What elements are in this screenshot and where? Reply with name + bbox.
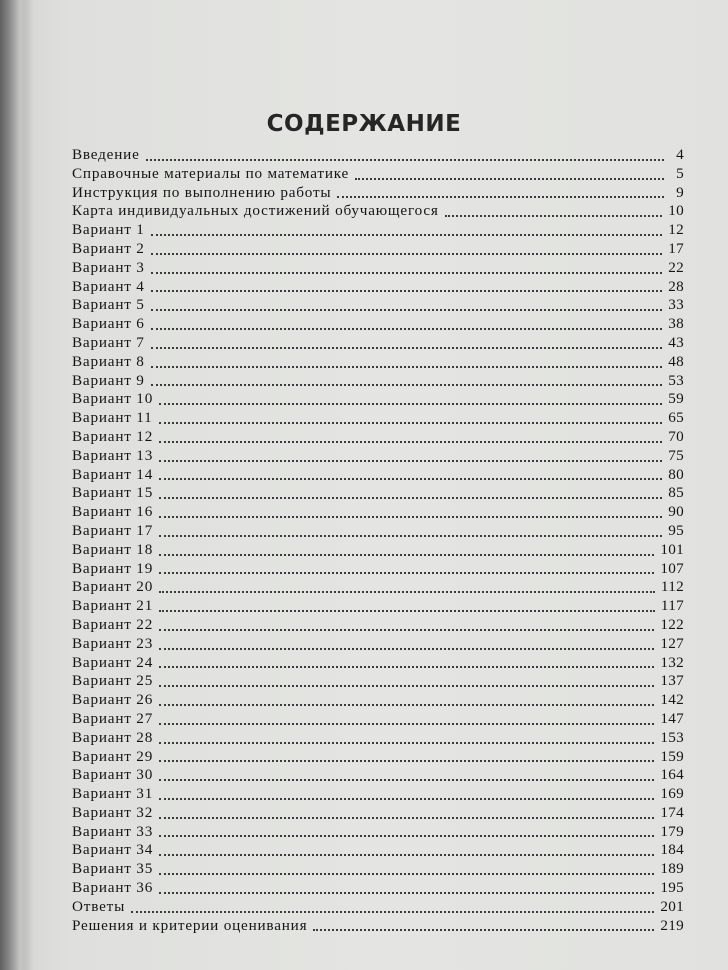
dot-leader — [159, 666, 654, 668]
dot-leader — [151, 328, 663, 330]
dot-leader — [159, 854, 654, 856]
toc-entry — [72, 635, 684, 654]
toc-entry-label: Вариант 6 — [72, 315, 145, 333]
toc-entry-label: Вариант 8 — [72, 352, 145, 370]
toc-entry — [72, 278, 684, 297]
toc-entry-label: Вариант 27 — [72, 709, 154, 727]
toc-entry-page-number: 117 — [660, 597, 684, 615]
dot-leader — [159, 779, 654, 781]
toc-entry-page-number: 4 — [676, 146, 684, 163]
page-title: СОДЕРЖАНИЕ — [266, 111, 462, 138]
toc-entry-page-number: 70 — [668, 427, 684, 445]
toc-entry-page-number: 101 — [660, 540, 684, 558]
toc-entry-label: Вариант 3 — [72, 258, 145, 276]
dot-leader — [445, 215, 662, 217]
toc-entry — [72, 879, 684, 898]
toc-entry-page-number: 90 — [668, 503, 684, 521]
toc-entry — [72, 428, 684, 447]
toc-entry-label: Ответы — [72, 897, 126, 915]
dot-leader — [151, 290, 663, 292]
toc-entry — [72, 334, 684, 353]
dot-leader — [313, 929, 654, 931]
toc-entry-label: Решения и критерии оценивания — [72, 916, 308, 934]
toc-entry — [72, 729, 684, 748]
dot-leader — [151, 366, 663, 368]
toc-entry-label: Вариант 24 — [72, 653, 154, 671]
toc-entry-label: Вариант 31 — [72, 785, 154, 803]
toc-entry-page-number: 195 — [660, 879, 684, 897]
toc-entry-page-number: 174 — [660, 803, 684, 821]
toc-entry-label: Вариант 22 — [72, 615, 154, 633]
dot-leader — [159, 591, 655, 593]
toc-entry-page-number: 10 — [668, 202, 684, 220]
toc-entry-label: Вариант 5 — [72, 296, 145, 314]
dot-leader — [159, 629, 654, 631]
toc-entry — [72, 184, 684, 203]
dot-leader — [159, 610, 655, 612]
toc-entry — [72, 353, 684, 372]
toc-entry-label: Вариант 35 — [72, 860, 154, 878]
toc-entry — [72, 296, 684, 315]
toc-entry — [72, 748, 684, 767]
toc-entry — [72, 917, 684, 936]
toc-entry-page-number: 137 — [660, 672, 684, 690]
toc-entry — [72, 372, 684, 391]
toc-entry-page-number: 219 — [660, 916, 684, 934]
toc-entry-page-number: 132 — [660, 653, 684, 671]
dot-leader — [159, 892, 654, 894]
toc-entry-page-number: 5 — [676, 164, 684, 182]
toc-entry-label: Вариант 15 — [72, 484, 154, 502]
toc-entry — [72, 522, 684, 541]
dot-leader — [159, 685, 654, 687]
toc-entry-page-number: 147 — [660, 709, 684, 727]
toc-entry-label: Вариант 20 — [72, 578, 154, 596]
toc-entry-page-number: 184 — [660, 841, 684, 859]
toc-entry — [72, 409, 684, 428]
toc-entry — [72, 710, 684, 729]
toc-entry — [72, 823, 684, 842]
dot-leader — [159, 403, 662, 405]
toc-entry — [72, 390, 684, 409]
toc-entry-label: Вариант 7 — [72, 333, 145, 351]
dot-leader — [159, 535, 662, 537]
dot-leader — [337, 196, 664, 198]
dot-leader — [151, 253, 663, 255]
toc-entry-page-number: 59 — [668, 390, 684, 408]
toc-entry-page-number: 17 — [668, 239, 684, 257]
toc-entry-page-number: 107 — [660, 559, 684, 577]
toc-entry — [72, 691, 684, 710]
toc-entry-page-number: 65 — [668, 409, 684, 427]
book-binding-shadow — [0, 0, 28, 970]
dot-leader — [151, 347, 663, 349]
toc-entry — [72, 616, 684, 635]
toc-entry-label: Справочные материалы по математике — [72, 164, 350, 182]
dot-leader — [355, 178, 664, 180]
toc-entry-label: Вариант 34 — [72, 841, 154, 859]
toc-entry-page-number: 153 — [660, 728, 684, 746]
toc-entry-page-number: 189 — [660, 860, 684, 878]
toc-entry-label: Инструкция по выполнению работы — [72, 183, 332, 201]
toc-entry — [72, 898, 684, 917]
toc-entry-page-number: 127 — [660, 634, 684, 652]
toc-entry — [72, 447, 684, 466]
dot-leader — [151, 272, 663, 274]
toc-entry-label: Вариант 30 — [72, 766, 154, 784]
toc-entry-label: Вариант 2 — [72, 239, 145, 257]
toc-entry-label: Вариант 1 — [72, 221, 145, 239]
toc-entry-page-number: 112 — [660, 578, 684, 596]
toc-entry-page-number: 179 — [660, 822, 684, 840]
toc-entry — [72, 315, 684, 334]
toc-entry — [72, 484, 684, 503]
dot-leader — [159, 422, 663, 424]
dot-leader — [159, 572, 654, 574]
dot-leader — [151, 234, 663, 236]
toc-entry-page-number: 28 — [668, 277, 684, 295]
dot-leader — [159, 817, 654, 819]
toc-entry-label: Вариант 11 — [72, 409, 153, 427]
dot-leader — [159, 742, 654, 744]
dot-leader — [159, 873, 654, 875]
toc-entry-page-number: 33 — [668, 296, 684, 314]
toc-entry-label: Вариант 19 — [72, 559, 154, 577]
toc-entry-label: Вариант 32 — [72, 803, 154, 821]
toc-entry-page-number: 38 — [668, 315, 684, 333]
toc-entry-label: Вариант 4 — [72, 277, 145, 295]
dot-leader — [159, 704, 654, 706]
dot-leader — [159, 798, 654, 800]
toc-entry-page-number: 22 — [668, 258, 684, 276]
toc-entry-page-number: 53 — [668, 371, 684, 389]
toc-entry-page-number: 122 — [660, 615, 684, 633]
dot-leader — [159, 723, 654, 725]
toc-entry-label: Вариант 12 — [72, 427, 154, 445]
toc-entry — [72, 597, 684, 616]
toc-entry — [72, 860, 684, 879]
toc-entry — [72, 240, 684, 259]
toc-entry-label: Вариант 23 — [72, 634, 154, 652]
dot-leader — [131, 911, 654, 913]
toc-entry-label: Карта индивидуальных достижений обучающегося — [72, 202, 439, 220]
dot-leader — [146, 159, 664, 161]
toc-entry — [72, 146, 684, 165]
dot-leader — [159, 554, 654, 556]
toc-entry-label: Вариант 18 — [72, 540, 154, 558]
toc-entry-label: Вариант 13 — [72, 446, 154, 464]
toc-entry-page-number: 9 — [676, 183, 684, 201]
toc-entry-label: Вариант 29 — [72, 747, 154, 765]
toc-entry-label: Вариант 9 — [72, 371, 145, 389]
toc-entry-page-number: 85 — [668, 484, 684, 502]
dot-leader — [159, 516, 662, 518]
toc-entry — [72, 259, 684, 278]
toc-entry-label: Вариант 14 — [72, 465, 154, 483]
toc-entry-label: Вариант 21 — [72, 597, 154, 615]
toc-entry — [72, 503, 684, 522]
dot-leader — [159, 760, 654, 762]
toc-entry-label: Вариант 10 — [72, 390, 154, 408]
toc-entry-page-number: 75 — [668, 446, 684, 464]
dot-leader — [159, 460, 662, 462]
dot-leader — [159, 497, 662, 499]
toc-entry-label: Вариант 36 — [72, 879, 154, 897]
toc-entry — [72, 466, 684, 485]
dot-leader — [159, 835, 654, 837]
toc-entry-label: Вариант 16 — [72, 503, 154, 521]
toc-entry-label: Вариант 26 — [72, 691, 154, 709]
toc-entry-page-number: 95 — [668, 521, 684, 539]
toc-entry — [72, 804, 684, 823]
toc-entry-page-number: 142 — [660, 691, 684, 709]
toc-entry-label: Вариант 28 — [72, 728, 154, 746]
toc-entry — [72, 654, 684, 673]
dot-leader — [159, 648, 654, 650]
toc-entry-page-number: 43 — [668, 333, 684, 351]
dot-leader — [151, 384, 663, 386]
toc-entry — [72, 165, 684, 184]
toc-entry — [72, 202, 684, 221]
dot-leader — [151, 309, 663, 311]
dot-leader — [159, 441, 662, 443]
toc-entry-page-number: 201 — [660, 897, 684, 915]
toc-entry-label: Вариант 25 — [72, 672, 154, 690]
toc-entry — [72, 766, 684, 785]
toc-entry-page-number: 159 — [660, 747, 684, 765]
toc-entry-label: Введение — [72, 146, 140, 163]
toc-entry — [72, 560, 684, 579]
toc-entry-page-number: 12 — [668, 221, 684, 239]
toc-entry-page-number: 48 — [668, 352, 684, 370]
table-of-contents — [72, 146, 684, 935]
toc-entry — [72, 541, 684, 560]
toc-entry — [72, 785, 684, 804]
toc-entry-label: Вариант 17 — [72, 521, 154, 539]
toc-entry-label: Вариант 33 — [72, 822, 154, 840]
toc-entry — [72, 221, 684, 240]
toc-entry — [72, 578, 684, 597]
toc-entry-page-number: 80 — [668, 465, 684, 483]
toc-entry-page-number: 164 — [660, 766, 684, 784]
toc-entry — [72, 841, 684, 860]
toc-entry — [72, 672, 684, 691]
toc-entry-page-number: 169 — [660, 785, 684, 803]
dot-leader — [159, 478, 662, 480]
